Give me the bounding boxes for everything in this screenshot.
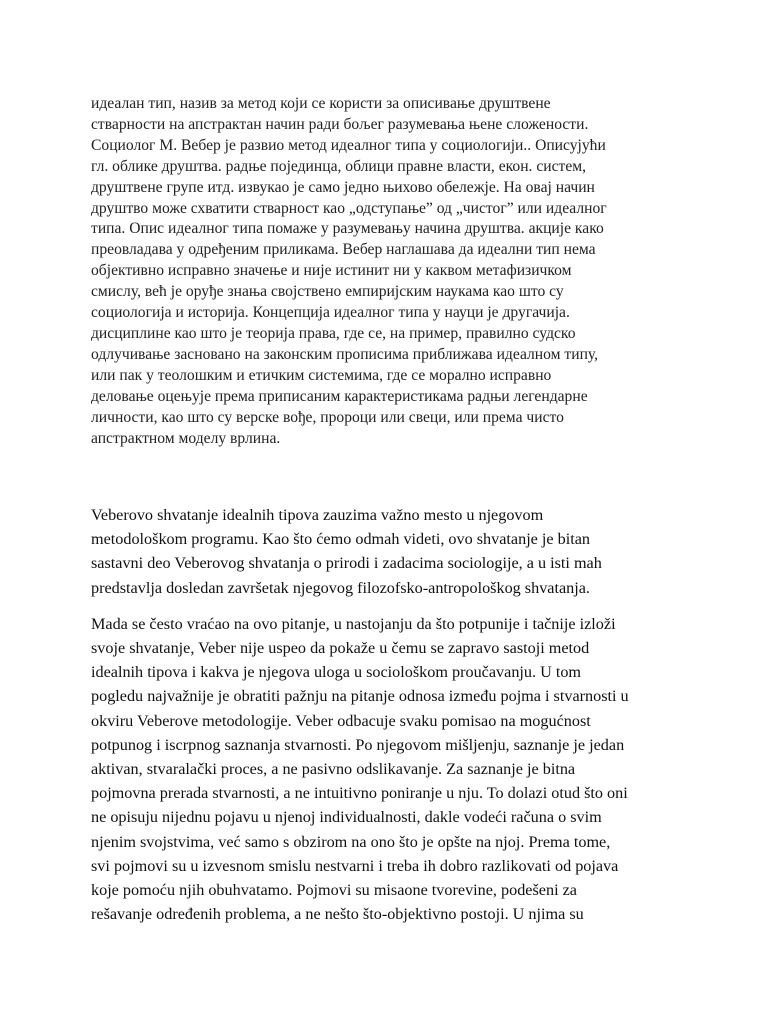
text-line: преовладава у одређеним приликама. Вебер наглашава да идеални тип нема [91,241,596,259]
text-line: смислу, већ је оруђе знања својствено емпиријским наукама као што су [91,283,564,301]
cyrillic-paragraph [91,94,691,449]
text-line: aktivan, stvaralački proces, a ne pasivno odslikavanje. Za saznanje je bitna [91,760,576,779]
text-line: објективно исправно значење и није истинит ни у каквом метафизичком [91,262,572,280]
paragraph-spacer [91,600,691,612]
latin-paragraph-2 [91,612,691,927]
text-line: Mada se često vraćao na ovo pitanje, u nastojanju da što potpunije i tačnije izloži [91,614,616,633]
text-line: друштво може схватити стварност као „одступање” од „чистог” или идеалног [91,199,607,217]
text-line: ne opisuju nijednu pojavu u njenoj individualnosti, dakle vodeći računa o svim [91,808,602,827]
text-line: апстрактном моделу врлина. [91,429,281,447]
text-line: типа. Опис идеалног типа помаже у разумевању начина друштва. акције како [91,220,604,238]
text-line: njenim svojstvima, već samo s obzirom na ono što je opšte na njoj. Prema tome, [91,832,611,851]
text-line: стварности на апстрактан начин ради бољег разумевања њене сложености. [91,115,589,133]
text-line: rešavanje određenih problema, a ne nešto što-objektivno postoji. U njima su [91,905,584,924]
text-line: idealnih tipova i kakva je njegova uloga u sociološkom proučavanju. U tom [91,663,582,682]
text-line: svoje shvatanje, Veber nije uspeo da pokaže u čemu se zapravo sastoji metod [91,639,590,658]
text-line: Veberovo shvatanje idealnih tipova zauzima važno mesto u njegovom [91,506,544,524]
text-line: sastavni deo Veberovog shvatanja o prirodi i zadacima sociologije, a u isti mah [91,554,602,573]
text-line: pogledu najvažnije je obratiti pažnju na pitanje odnosa između pojma i stvarnosti u [91,687,629,706]
text-line: koje pomoću njih obuhvatamo. Pojmovi su misaone tvorevine, podešeni za [91,881,577,900]
text-line: личности, као што су верске вође, пророци или свеци, или према чисто [91,408,564,426]
text-line: социологија и историја. Концепција идеалног типа у науци је другачија. [91,304,570,322]
latin-paragraph-1 [91,503,691,600]
text-line: дисциплине као што је теорија права, где се, на пример, правилно судско [91,324,576,342]
text-line: metodološkom programu. Kao što ćemo odmah videti, ovo shvatanje je bitan [91,530,591,549]
latin-text-section [91,503,691,926]
text-line: одлучивање засновано на законским прописима приближава идеалном типу, [91,345,599,363]
text-line: potpunog i iscrpnog saznanja stvarnosti. Po njegovom mišljenju, saznanje je jedan [91,735,625,754]
text-line: predstavlja dosledan završetak njegovog filozofsko-antropološkog shvatanja. [91,578,590,597]
text-line: гл. облике друштва. радње појединца, облици правне власти, екон. систем, [91,157,587,175]
text-line: okviru Veberove metodologije. Veber odbacuje svaku pomisao na mogućnost [91,711,591,730]
text-line: или пак у теолошким и етичким системима, где се морално исправно [91,366,552,384]
text-line: друштвене групе итд. извукао је само једно њихово обележје. На овај начин [91,178,595,196]
text-line: деловање оцењује према приписаним карактеристикама радњи легендарне [91,387,588,405]
text-line: pojmovna prerada stvarnosti, a ne intuitivno poniranje u nju. To dolazi otud što oni [91,784,628,803]
text-line: Социолог М. Вебер је развио метод идеалног типа у социологији.. Описујући [91,136,606,154]
text-line: svi pojmovi su u izvesnom smislu nestvarni i treba ih dobro razlikovati od pojava [91,856,619,875]
text-line: идеалан тип, назив за метод који се користи за описивање друштвене [91,95,551,112]
